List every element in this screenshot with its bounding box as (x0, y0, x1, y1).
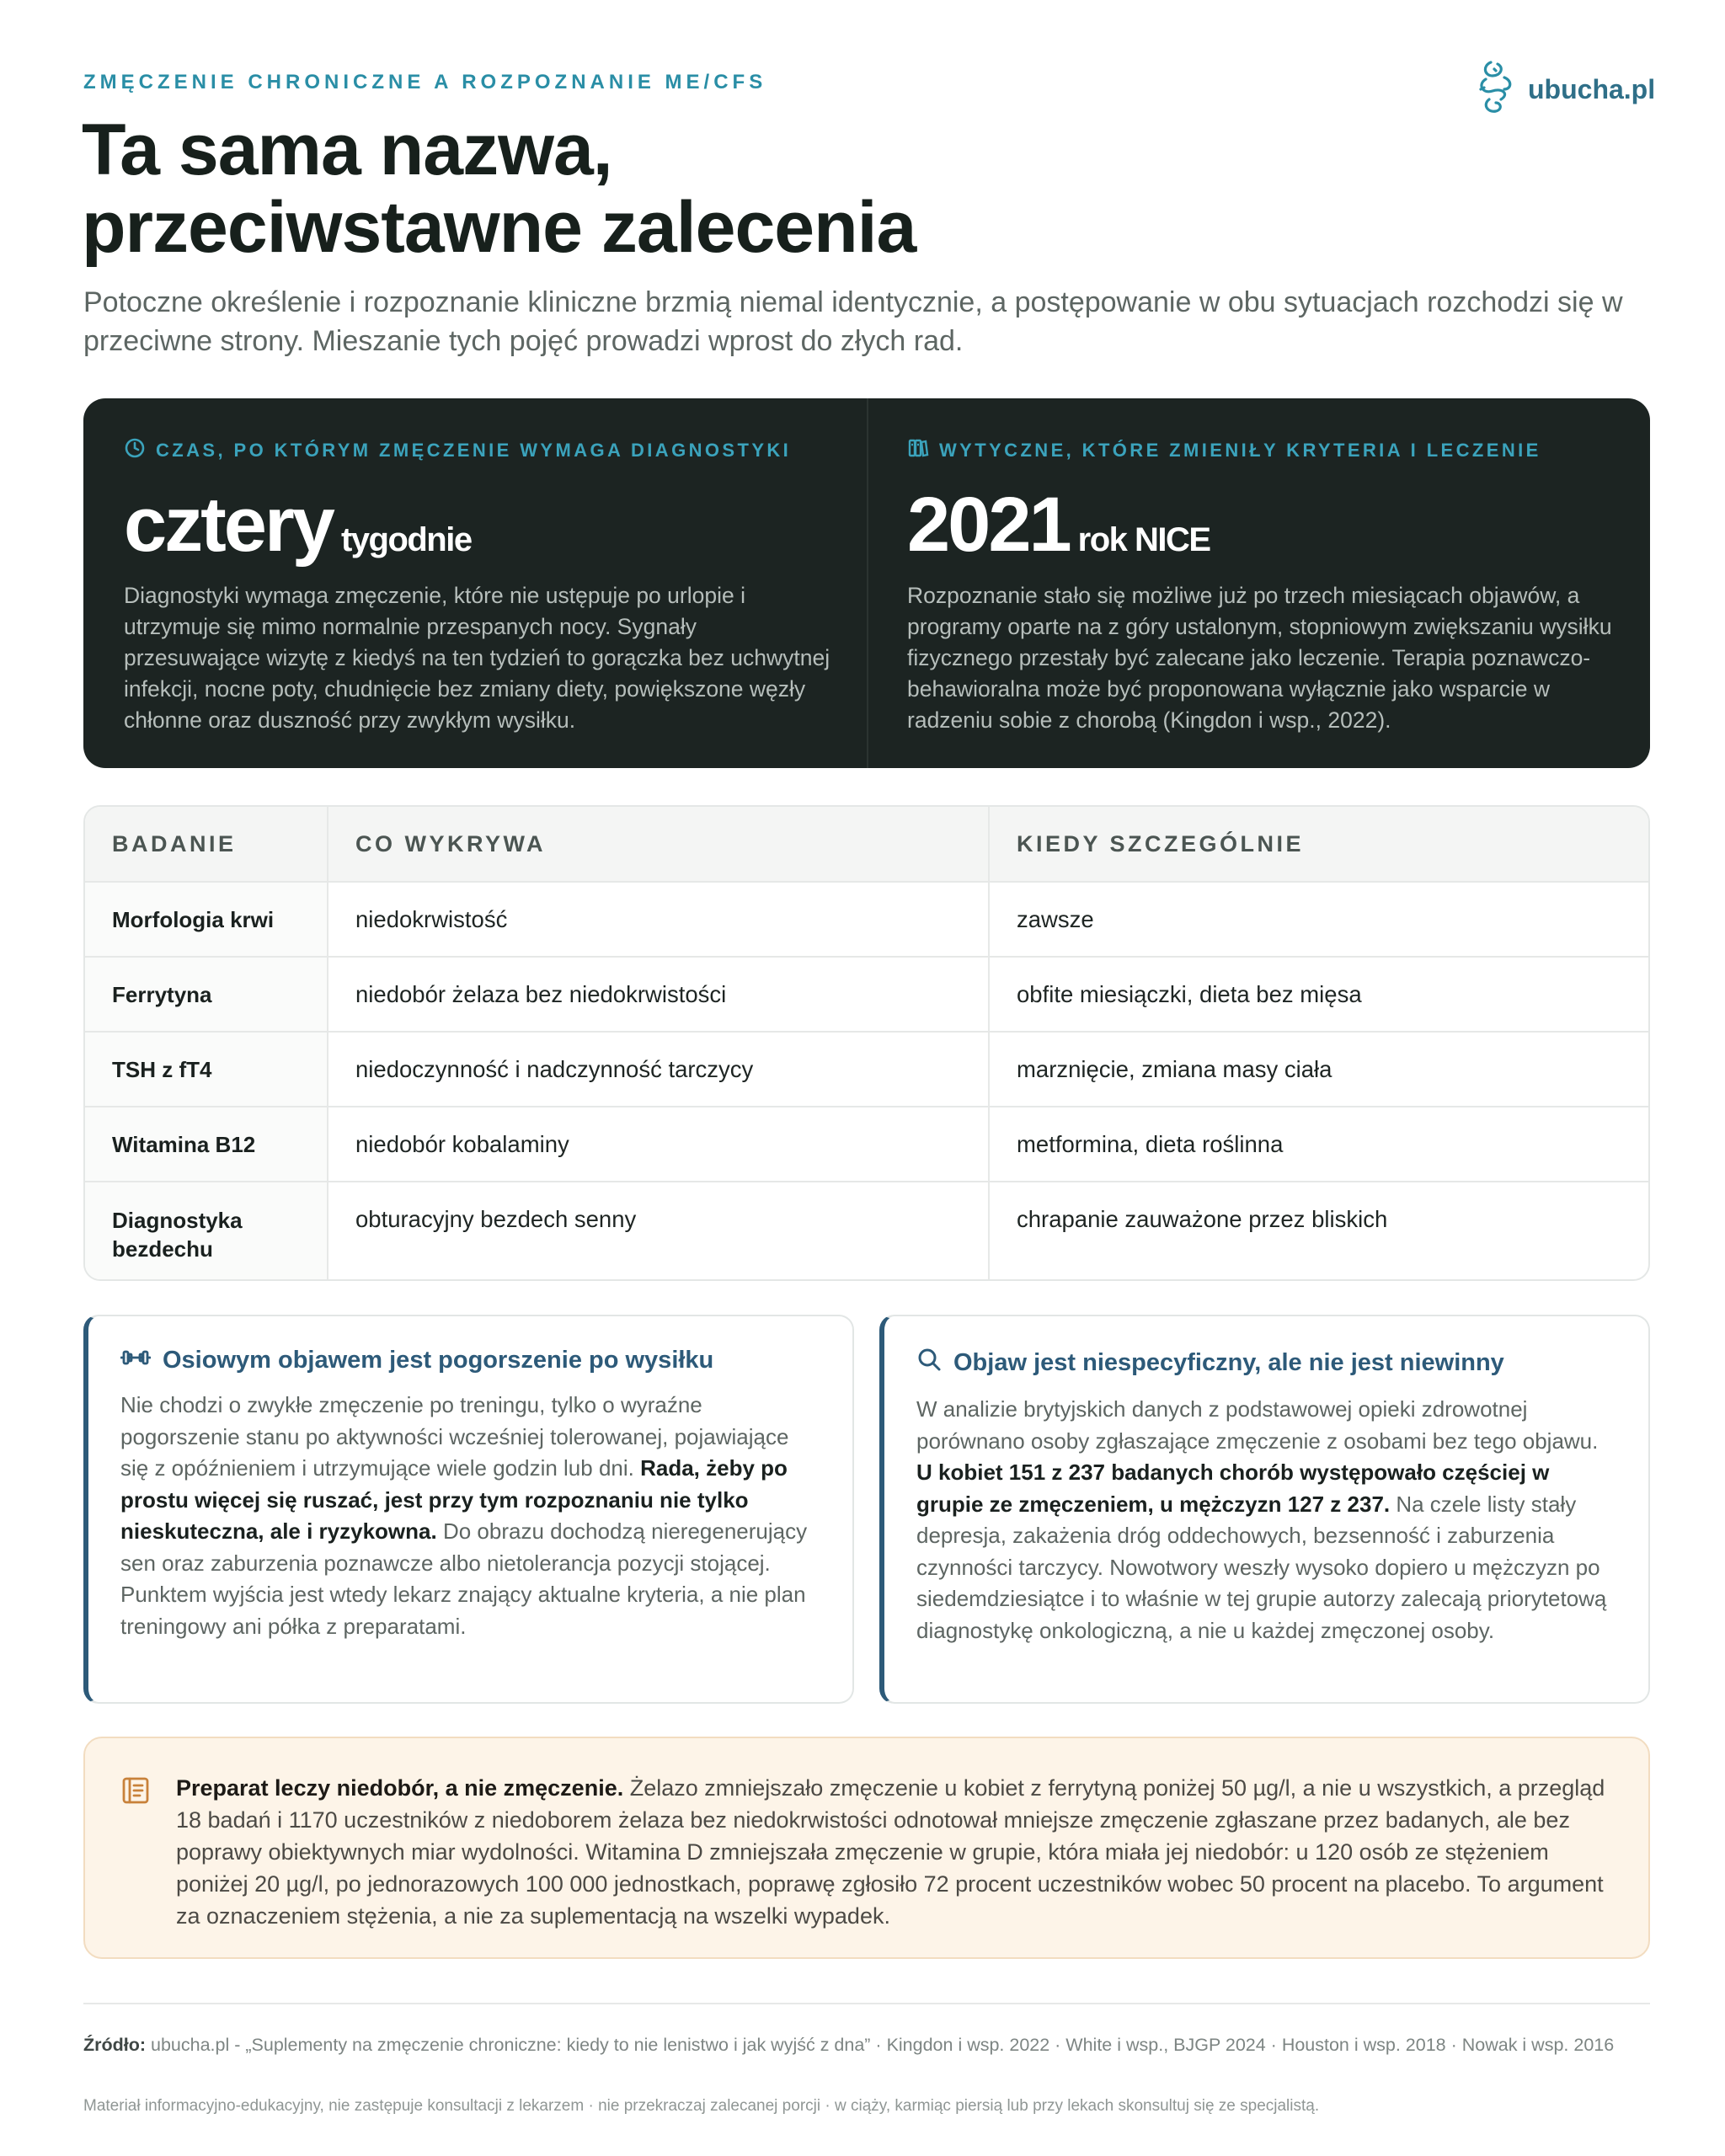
table-row (85, 956, 1648, 1031)
stat-value-row (907, 482, 1610, 568)
page-title (82, 111, 916, 266)
clock-icon (124, 437, 146, 464)
title-line-1: Ta sama nazwa, (82, 109, 612, 190)
table-cell-test: Morfologia krwi (85, 883, 328, 956)
table-cell-detects: niedokrwistość (328, 883, 990, 956)
info-card-nonspecific (879, 1315, 1650, 1704)
dumbbell-icon (120, 1347, 151, 1374)
stat-nice-2021 (867, 398, 1650, 768)
table-cell-test: Diagnostyka bezdechu (85, 1182, 328, 1281)
table-cell-when: marznięcie, zmiana masy ciała (1017, 1055, 1332, 1082)
table-cell-when: chrapanie zauważone przez bliskich (1017, 1206, 1388, 1232)
stat-four-weeks (83, 398, 867, 768)
card-title: Osiowym objawem jest pogorszenie po wysiłku (120, 1347, 819, 1374)
card-body: Nie chodzi o zwykłe zmęczenie po treningu, tylko o wyraźne pogorszenie stanu po aktywności wcześniej tolerowanej, pojawiające się z opóźnieniem i utrzymujące wiele godzin lub dni. Rada, żeby po prostu więcej się ruszać, jest przy tym rozpoznaniu nie tylko nieskuteczna, ale i ryzykowna. Do obrazu dochodzą nieregenerujący sen oraz zaburzenia poznawcze albo nietolerancja pozycji stojącej. Punktem wyjścia jest wtedy lekarz znający aktualne kryteria, a nie plan treningowy ani półka z preparatami. (120, 1392, 808, 1639)
table-header-cell: KIEDY SZCZEGÓLNIE (1017, 830, 1305, 857)
stat-kicker: CZAS, PO KTÓRYM ZMĘCZENIE WYMAGA DIAGNOSTYKI (124, 437, 826, 464)
stat-value: cztery (124, 482, 333, 568)
table-header-cell: CO WYKRYWA (328, 807, 990, 881)
stat-description: Rozpoznanie stało się możliwe już po trzech miesiącach objawów, a programy oparte na z góry ustalonym, stopniowym zwiększaniu wysiłku fizycznego przestały być zalecane jako leczenie. Terapia poznawczo-behawioralna może być proponowana wyłącznie jako wsparcie w radzeniu sobie z chorobą (Kingdon i wsp., 2022). (907, 583, 1612, 733)
tests-table (83, 805, 1650, 1281)
footer-divider (83, 2003, 1650, 2004)
table-cell-when: obfite miesiączki, dieta bez mięsa (1017, 980, 1362, 1007)
table-row (85, 1031, 1648, 1106)
lead-paragraph: Potoczne określenie i rozpoznanie kliniczne brzmią niemal identycznie, a postępowanie w obu sytuacjach rozchodzi się w przeciwne strony. Mieszanie tych pojęć prowadzi wprost do złych rad. (83, 286, 1623, 357)
supplement-callout (83, 1737, 1650, 1959)
table-cell-test: Ferrytyna (85, 958, 328, 1031)
title-line-2: przeciwstawne zalecenia (82, 187, 916, 268)
brand-name: ubucha.pl (1528, 74, 1656, 104)
stats-panel (83, 398, 1650, 768)
kombucha-scoby-icon (1476, 57, 1516, 122)
card-title: Objaw jest niespecyficzny, ale nie jest niewinny (916, 1347, 1615, 1379)
brand-logo[interactable] (1476, 57, 1655, 122)
source-line: Źródło: ubucha.pl - „Suplementy na zmęczenie chroniczne: kiedy to nie lenistwo i jak wyjść z dna” · Kingdon i wsp. 2022 · White i wsp., BJGP 2024 · Houston i wsp. 2018 · Nowak i wsp. 2016 (83, 2035, 1615, 2055)
table-cell-test: Witamina B12 (85, 1107, 328, 1181)
callout-text: Preparat leczy niedobór, a nie zmęczenie. Żelazo zmniejszało zmęczenie u kobiet z ferrytyną poniżej 50 µg/l, a nie u wszystkich, a przegląd 18 badań i 1170 uczestników z niedoborem żelaza bez niedokrwistości odnotował mniejsze zmęczenie zgłaszane przez badanych, ale bez poprawy obiektywnych miar wydolności. Witamina D zmniejszała zmęczenie w grupie, która miała jej niedobór: u 120 osób ze stężeniem poniżej 20 µg/l, po jednorazowych 100 000 jednostkach, poprawę zgłosiło 72 procent uczestników wobec 50 procent na placebo. To argument za oznaczeniem stężenia, a nie za suplementacją na wszelki wypadek. (176, 1775, 1605, 1929)
stat-unit: tygodnie (340, 521, 472, 558)
table-cell-when: metformina, dieta roślinna (1017, 1130, 1284, 1157)
document-icon (120, 1775, 151, 1810)
eyebrow: ZMĘCZENIE CHRONICZNE A ROZPOZNANIE ME/CFS (83, 71, 767, 93)
table-row (85, 1106, 1648, 1181)
table-cell-test: TSH z fT4 (85, 1033, 328, 1106)
table-row (85, 881, 1648, 956)
stat-description: Diagnostyki wymaga zmęczenie, które nie ustępuje po urlopie i utrzymuje się mimo normalnie przespanych nocy. Sygnały przesuwające wizytę z kiedyś na ten tydzień to gorączka bez uchwytnej infekcji, nocne poty, chudnięcie bez zmiany diety, powiększone węzły chłonne oraz duszność przy zwykłym wysiłku. (124, 583, 830, 733)
table-cell-detects: niedoczynność i nadczynność tarczycy (328, 1033, 990, 1106)
table-row (85, 1181, 1648, 1281)
table-cell-detects: obturacyjny bezdech senny (328, 1182, 990, 1281)
disclaimer: Materiał informacyjno-edukacyjny, nie zastępuje konsultacji z lekarzem · nie przekraczaj zalecanej porcji · w ciąży, karmiąc piersią lub przy lekach skonsultuj się ze specjalistą. (83, 2097, 1320, 2115)
search-icon (916, 1347, 942, 1379)
stat-value: 2021 (907, 482, 1070, 568)
books-icon (907, 437, 929, 464)
table-header-cell: BADANIE (85, 807, 328, 881)
card-body: W analizie brytyjskich danych z podstawowej opieki zdrowotnej porównano osoby zgłaszające zmęczenie z osobami bez tego objawu. U kobiet 151 z 237 badanych chorób występowało częściej w grupie ze zmęczeniem, u mężczyzn 127 z 237. Na czele listy stały depresja, zakażenia dróg oddechowych, bezsenność i zaburzenia czynności tarczycy. Nowotwory weszły wysoko dopiero u mężczyzn po siedemdziesiątce i to właśnie w tej grupie autorzy zalecają priorytetową diagnostykę onkologiczną, a nie u każdej zmęczonej osoby. (916, 1396, 1607, 1643)
stat-value-row (124, 482, 826, 568)
stat-unit: rok NICE (1077, 521, 1210, 558)
info-card-pem (83, 1315, 854, 1704)
table-cell-when: zawsze (1017, 905, 1094, 932)
stat-kicker: WYTYCZNE, KTÓRE ZMIENIŁY KRYTERIA I LECZENIE (907, 437, 1610, 464)
table-header-row (85, 807, 1648, 881)
table-cell-detects: niedobór żelaza bez niedokrwistości (328, 958, 990, 1031)
table-cell-detects: niedobór kobalaminy (328, 1107, 990, 1181)
